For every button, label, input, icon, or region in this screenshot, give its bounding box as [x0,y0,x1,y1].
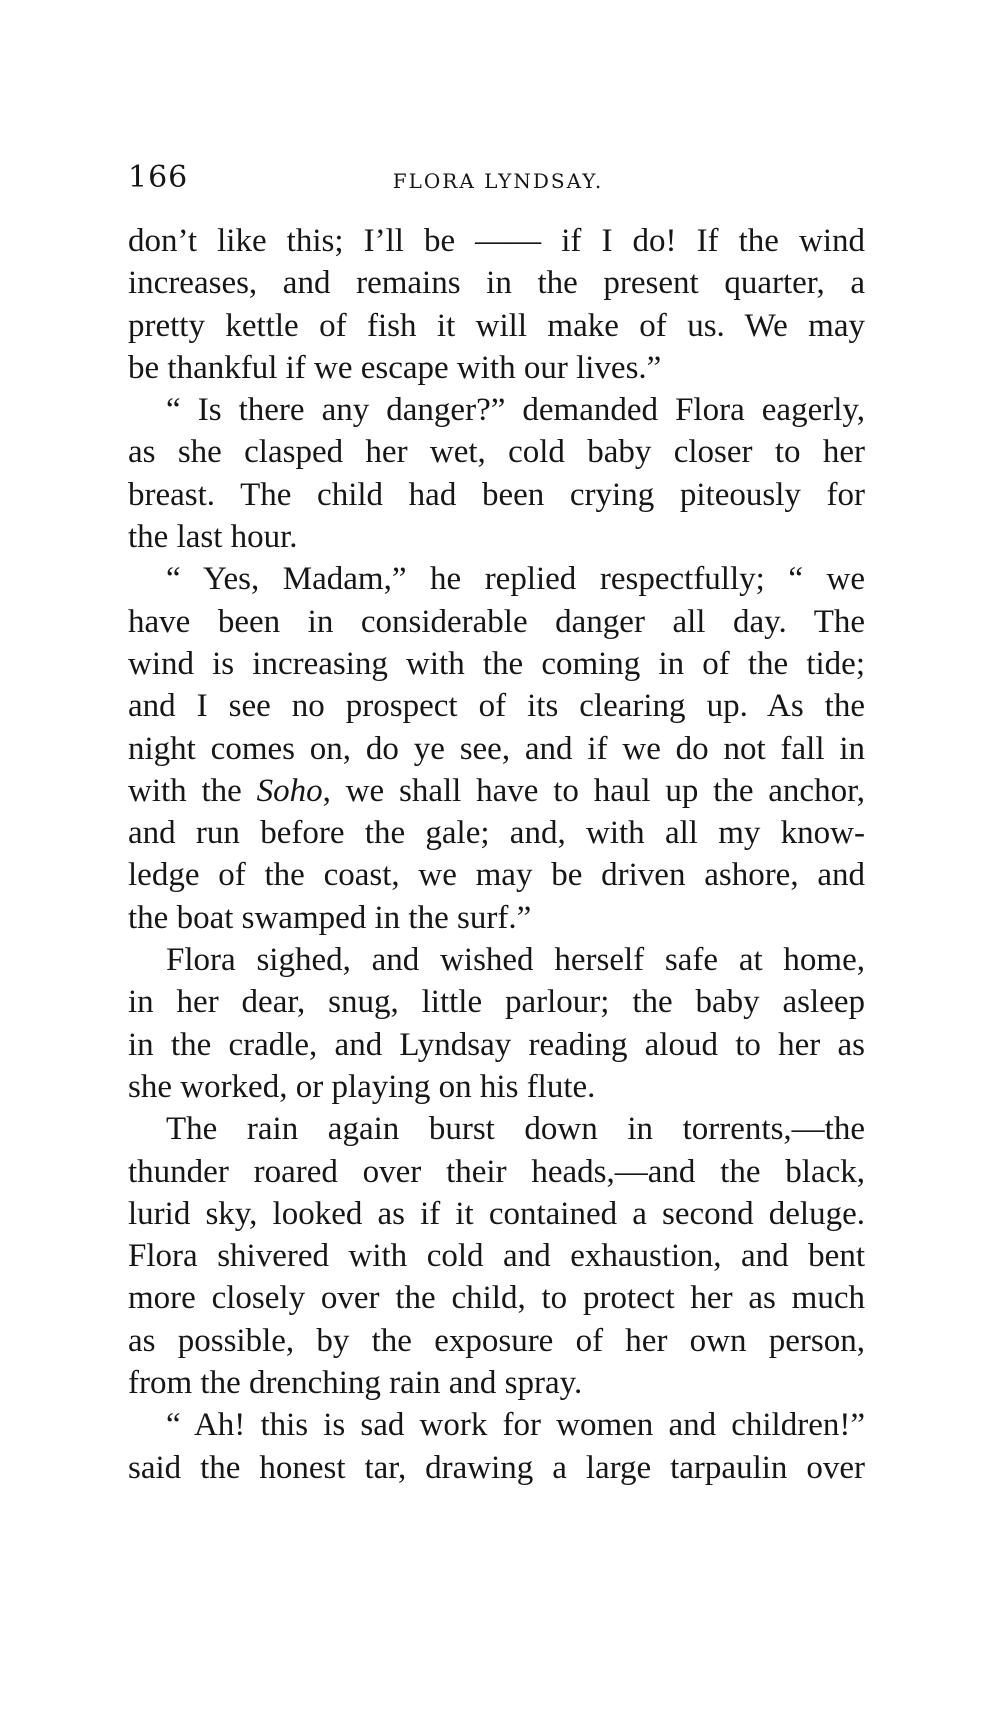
text-line-start: with the [128,772,257,809]
text-line: said the honest tar, drawing a large tarpaulin over [128,1449,865,1486]
text-line: ledge of the coast, we may be driven ashore, and [128,857,865,894]
text-line: don’t like this; I’ll be —— if I do! If the wind [128,223,865,259]
page-header [128,158,868,202]
text-line: more closely over the child, to protect her as much [128,1280,865,1317]
text-line-end: , we shall have to haul up the anchor, [322,772,865,809]
text-line: be thankful if we escape with our lives.” [128,349,662,386]
page-number: 166 [128,160,189,195]
text-line: and run before the gale; and, with all my know- [128,815,865,852]
text-line: in the cradle, and Lyndsay reading aloud to her as [128,1026,865,1063]
text-line: Flora shivered with cold and exhaustion, and bent [128,1238,865,1275]
text-line: as she clasped her wet, cold baby closer to her [128,434,865,471]
text-line: wind is increasing with the coming in of the tide; [128,645,865,682]
text-line: “ Ah! this is sad work for women and children!” [166,1407,865,1444]
text-line: increases, and remains in the present quarter, a [128,265,865,302]
text-line: night comes on, do ye see, and if we do not fall in [128,730,865,767]
text-line: the boat swamped in the surf.” [128,899,532,936]
text-line: “ Yes, Madam,” he replied respectfully; “ we [166,561,865,598]
text-line: as possible, by the exposure of her own person, [128,1322,865,1359]
text-line: the last hour. [128,519,298,556]
text-line: Flora sighed, and wished herself safe at home, [166,942,865,979]
text-line: have been in considerable danger all day. The [128,603,865,640]
text-line: pretty kettle of fish it will make of us. We may [128,307,865,344]
text-line: lurid sky, looked as if it contained a second deluge. [128,1195,865,1232]
text-line: breast. The child had been crying piteously for [128,476,865,513]
text-line: from the drenching rain and spray. [128,1365,583,1402]
text-line: “ Is there any danger?” demanded Flora eagerly, [166,392,865,429]
text-line: and I see no prospect of its clearing up. As the [128,688,865,725]
italic-ship-name: Soho [256,772,323,809]
text-line: The rain again burst down in torrents,—the [166,1111,865,1148]
text-line: she worked, or playing on his flute. [128,1068,596,1105]
running-title: FLORA LYNDSAY. [392,169,604,193]
body-text [128,220,865,1489]
text-line: thunder roared over their heads,—and the black, [128,1153,865,1190]
text-line: in her dear, snug, little parlour; the baby asleep [128,984,865,1021]
text-line [128,770,865,812]
